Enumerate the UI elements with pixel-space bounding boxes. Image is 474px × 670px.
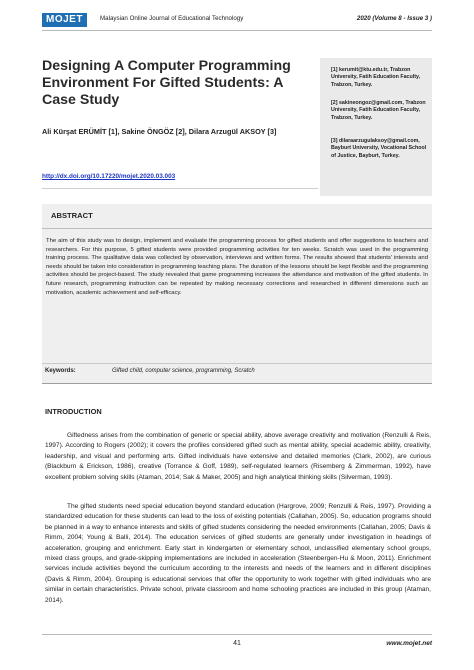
- affiliation-3: [3] dilaraarzugulaksoy@gmail.com, Bayburt University, Vocational School of Justice, Bayburt, Turkey.: [331, 138, 427, 159]
- title-block: [42, 58, 318, 136]
- keywords-text: Gifted child, computer science, programming, Scratch: [112, 368, 255, 374]
- author-list: Ali Kürşat ERÜMİT [1], Sakine ÖNGÖZ [2], Dilara Arzugül AKSOY [3]: [42, 127, 277, 136]
- article-title: Designing A Computer Programming Environment For Gifted Students: A Case Study: [42, 58, 291, 108]
- page-header: [42, 13, 432, 29]
- abstract-heading: ABSTRACT: [51, 211, 93, 220]
- affiliation-2: [2] sakineongoz@gmail.com, Trabzon University, Fatih Education Faculty, Trabzon, Turkey.: [331, 100, 426, 121]
- journal-name: Malaysian Online Journal of Educational Technology: [100, 15, 244, 22]
- paragraph-text: The gifted students need special education beyond standard education (Hargrove, 2009; Renzulli & Reis, 1997). Providing a standardized education for these students can lead to the loss of existing potentials (Callahan, 2005). So, education programs should be planned in a way to enhance interests and skills of gifted students considering the needed environments (Callahan, 2005; Davis & Rimm, 2004; Young & Balli, 2014). The education services of gifted students are generally under investigation in headings of acceleration, grouping and enrichment. Early start in kindergarten or elementary school, unclassified elementary school groups, mixed class groups, and grade-skipping implementations are included in acceleration (Steenbergen-Hu & Moon, 2011). Enrichment services include activities beyond the curriculum according to the interests and needs of the learners and in different disciplines (Davis & Rimm, 2004). Grouping is educational services that offer the opportunity to work together with gifted individuals who are similar in certain characteristics. Private school, private classroom and home schooling practices are included in this group (Ataman, 2014).: [45, 503, 431, 604]
- intro-paragraph-2: [45, 502, 431, 606]
- header-divider: [42, 30, 432, 31]
- abstract-divider: [42, 228, 432, 229]
- intro-paragraph-1: [45, 431, 431, 483]
- keywords-label: Keywords:: [45, 368, 76, 374]
- paragraph-text: Giftedness arises from the combination of generic or special ability, above average creativity and motivation (Renzulli & Reis, 1997). According to Rogers (2002); it covers the profiles considered gifted such as mental ability, special academic ability, creativity, leadership, and visual and performing arts. Gifted individuals have extensive and detailed memories (Clark, 2002), are curious (Blackburn & Erickson, 1986), creative (Torrance & Goff, 1989), self-regulated learners (Risemberg & Zimmerman, 1992), have excellent problem solving skills (Ataman, 2014; Sak & Maker, 2005) and high analytical thinking skills (Silverman, 1993).: [45, 432, 431, 481]
- volume-issue: 2020 (Volume 8 - Issue 3 ): [356, 15, 432, 22]
- page-number: 41: [233, 640, 241, 647]
- affiliation-1: [1] kerumit@ktu.edu.tr, Trabzon University, Fatih Education Faculty, Trabzon, Turkey.: [331, 67, 420, 88]
- keywords-top-divider: [42, 363, 432, 364]
- keywords-bottom-divider: [42, 383, 432, 384]
- journal-logo: MOJET: [42, 13, 87, 27]
- doi-link[interactable]: http://dx.doi.org/10.17220/mojet.2020.03.003: [42, 173, 176, 180]
- abstract-text: The aim of this study was to design, implement and evaluate the programming process for gifted students and offer suggestions to teachers and researchers. For this purpose, 5 gifted students were provided programming activities for ten weeks. Scratch was used in the programming training process. The qualitative data was collected by observation, interviews and written forms. The results showed that students' interests and needs should be taken into consideration in programming teaching plans. The duration of the lessons should be kept flexible and the programming activities should be project-based. The study revealed that game programming increases the attendance and motivation of the gifted students. In future research, programming instruction can be repeated by making necessary corrections and researched in different dimensions such as motivation, academic achievement and self-efficacy.: [46, 238, 428, 296]
- journal-website[interactable]: www.mojet.net: [386, 640, 432, 647]
- introduction-heading: INTRODUCTION: [45, 407, 102, 416]
- doi-divider: [42, 188, 318, 189]
- footer-divider: [42, 634, 432, 635]
